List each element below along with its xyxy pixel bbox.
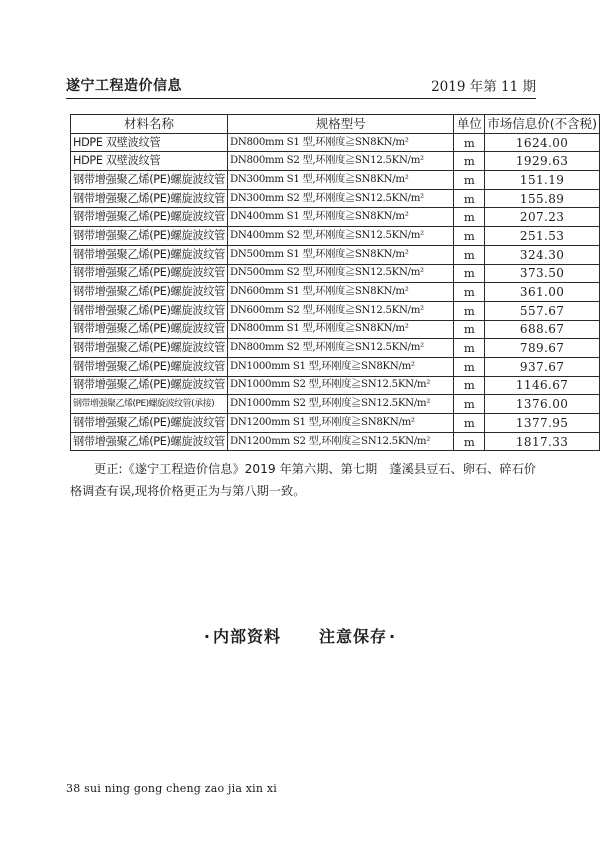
table-body [71,133,600,451]
table-row [71,152,600,171]
price-cell: 1624.00 [485,133,600,152]
specification-cell: DN800mm S1 型,环刚度≧SN8KN/m² [228,133,454,152]
specification-cell: DN400mm S1 型,环刚度≧SN8KN/m² [228,208,454,227]
unit-cell: m [454,432,485,451]
unit-cell: m [454,227,485,246]
column-header-material-name: 材料名称 [71,115,228,134]
price-cell: 937.67 [485,357,600,376]
material-name-cell: HDPE 双壁波纹管 [71,152,228,171]
table-row [71,414,600,433]
material-name-cell: 钢带增强聚乙烯(PE)螺旋波纹管 [71,432,228,451]
price-cell: 324.30 [485,245,600,264]
material-name-cell: 钢带增强聚乙烯(PE)螺旋波纹管 [71,227,228,246]
material-name-cell: 钢带增强聚乙烯(PE)螺旋波纹管 [71,339,228,358]
unit-cell: m [454,208,485,227]
specification-cell: DN1200mm S2 型,环刚度≧SN12.5KN/m² [228,432,454,451]
unit-cell: m [454,245,485,264]
unit-cell: m [454,171,485,190]
column-header-specification: 规格型号 [228,115,454,134]
specification-cell: DN600mm S2 型,环刚度≧SN12.5KN/m² [228,301,454,320]
internal-material-label: 内部资料 [212,627,281,646]
price-cell: 361.00 [485,283,600,302]
material-name-cell: 钢带增强聚乙烯(PE)螺旋波纹管 [71,171,228,190]
specification-cell: DN500mm S2 型,环刚度≧SN12.5KN/m² [228,264,454,283]
unit-cell: m [454,283,485,302]
specification-cell: DN1200mm S1 型,环刚度≧SN8KN/m² [228,414,454,433]
material-name-cell: 钢带增强聚乙烯(PE)螺旋波纹管 [71,264,228,283]
price-cell: 1377.95 [485,414,600,433]
table-row [71,133,600,152]
table-header-row [71,115,600,134]
table-row [71,227,600,246]
table-row [71,357,600,376]
publication-title: 遂宁工程造价信息 [66,78,182,94]
price-cell: 1146.67 [485,376,600,395]
price-cell: 373.50 [485,264,600,283]
bullet-dot: · [203,627,211,646]
material-name-cell: 钢带增强聚乙烯(PE)螺旋波纹管 [71,376,228,395]
internal-material-notice [0,624,600,647]
header-rule [66,98,536,99]
price-cell: 1929.63 [485,152,600,171]
unit-cell: m [454,414,485,433]
unit-cell: m [454,152,485,171]
specification-cell: DN300mm S1 型,环刚度≧SN8KN/m² [228,171,454,190]
specification-cell: DN300mm S2 型,环刚度≧SN12.5KN/m² [228,189,454,208]
price-cell: 251.53 [485,227,600,246]
unit-cell: m [454,376,485,395]
column-header-market-price: 市场信息价(不含税) [485,115,600,134]
price-cell: 207.23 [485,208,600,227]
table-row [71,376,600,395]
table-row [71,395,600,414]
price-table [70,114,600,451]
table-row [71,283,600,302]
bullet-dot: · [389,627,397,646]
unit-cell: m [454,357,485,376]
table-row [71,208,600,227]
material-name-cell: HDPE 双壁波纹管 [71,133,228,152]
specification-cell: DN1000mm S2 型,环刚度≧SN12.5KN/m² [228,395,454,414]
price-cell: 557.67 [485,301,600,320]
material-name-cell: 钢带增强聚乙烯(PE)螺旋波纹管 [71,208,228,227]
column-header-unit: 单位 [454,115,485,134]
specification-cell: DN800mm S1 型,环刚度≧SN8KN/m² [228,320,454,339]
table-row [71,320,600,339]
unit-cell: m [454,395,485,414]
price-cell: 155.89 [485,189,600,208]
material-name-cell: 钢带增强聚乙烯(PE)螺旋波纹管 [71,189,228,208]
correction-note: 更正:《遂宁工程造价信息》2019 年第六期、第七期 蓬溪县豆石、卵石、碎石价格调查有误,现将价格更正为与第八期一致。 [70,462,536,498]
unit-cell: m [454,133,485,152]
unit-cell: m [454,301,485,320]
table-row [71,301,600,320]
unit-cell: m [454,264,485,283]
table-row [71,189,600,208]
material-name-cell: 钢带增强聚乙烯(PE)螺旋波纹管 [71,245,228,264]
specification-cell: DN800mm S2 型,环刚度≧SN12.5KN/m² [228,152,454,171]
table-row [71,245,600,264]
specification-cell: DN1000mm S1 型,环刚度≧SN8KN/m² [228,357,454,376]
specification-cell: DN500mm S1 型,环刚度≧SN8KN/m² [228,245,454,264]
material-name-cell: 钢带增强聚乙烯(PE)螺旋波纹管 [71,320,228,339]
price-cell: 688.67 [485,320,600,339]
table-row [71,432,600,451]
issue-number: 2019 年第 11 期 [431,79,536,95]
material-name-cell: 钢带增强聚乙烯(PE)螺旋波纹管 [71,357,228,376]
table-row [71,171,600,190]
specification-cell: DN1000mm S2 型,环刚度≧SN12.5KN/m² [228,376,454,395]
material-name-cell: 钢带增强聚乙烯(PE)螺旋波纹管(承接) [71,395,228,414]
material-name-cell: 钢带增强聚乙烯(PE)螺旋波纹管 [71,283,228,302]
keep-safe-label: 注意保存 [319,627,388,646]
price-cell: 789.67 [485,339,600,358]
table-row [71,264,600,283]
material-name-cell: 钢带增强聚乙烯(PE)螺旋波纹管 [71,414,228,433]
page-footer: 38 sui ning gong cheng zao jia xin xi [66,782,278,795]
page-header [66,71,536,97]
specification-cell: DN600mm S1 型,环刚度≧SN8KN/m² [228,283,454,302]
price-cell: 151.19 [485,171,600,190]
unit-cell: m [454,189,485,208]
price-cell: 1817.33 [485,432,600,451]
unit-cell: m [454,320,485,339]
table-row [71,339,600,358]
material-name-cell: 钢带增强聚乙烯(PE)螺旋波纹管 [71,301,228,320]
price-cell: 1376.00 [485,395,600,414]
unit-cell: m [454,339,485,358]
specification-cell: DN400mm S2 型,环刚度≧SN12.5KN/m² [228,227,454,246]
specification-cell: DN800mm S2 型,环刚度≧SN12.5KN/m² [228,339,454,358]
